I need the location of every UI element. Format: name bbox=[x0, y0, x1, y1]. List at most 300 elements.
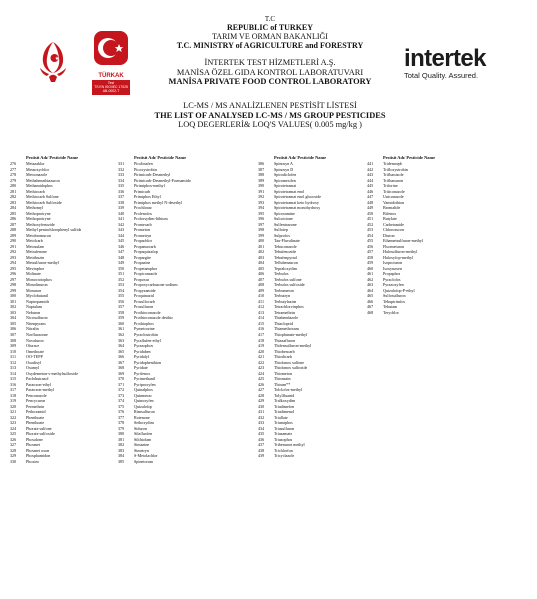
pesticide-number: 319 bbox=[10, 398, 17, 404]
pesticide-name: Phenthoate bbox=[26, 414, 45, 420]
pesticide-number: 435 bbox=[258, 431, 265, 437]
pesticide-name: Triflumizole bbox=[383, 172, 404, 178]
pesticide-number: 318 bbox=[10, 392, 17, 398]
pesticide-name: Triallate bbox=[274, 414, 288, 420]
pesticide-name: Halosulfuron-methyl bbox=[383, 249, 418, 255]
column-header: Pestisit Adı/ Pesticide Name bbox=[274, 155, 327, 160]
pesticide-name: Oxadixyl bbox=[26, 359, 42, 365]
pesticide-name: Uniconazole bbox=[383, 194, 404, 200]
pesticide-number: 414 bbox=[258, 315, 265, 321]
pesticide-name: Phorate sulfone bbox=[26, 425, 52, 431]
pesticide-name: Tebufenozide bbox=[274, 249, 297, 255]
pesticide-number: 335 bbox=[118, 183, 125, 189]
pesticide-number: 328 bbox=[10, 447, 17, 453]
pesticide-name: Pethoxamid bbox=[26, 409, 46, 415]
pesticide-name: Terbutylazine bbox=[274, 298, 297, 304]
pesticide-name: Thiram** bbox=[274, 381, 291, 387]
pesticide-number: 351 bbox=[118, 271, 125, 277]
pesticide-name: Fluometuron bbox=[383, 243, 405, 249]
pesticide-number: 406 bbox=[258, 271, 265, 277]
pesticide-number: 338 bbox=[118, 199, 125, 205]
pesticide-number: 304 bbox=[10, 315, 17, 321]
pesticide-name: Thiometon bbox=[274, 370, 292, 376]
pesticide-name: Sulprofos bbox=[274, 232, 290, 238]
pesticide-name: Propazine bbox=[134, 260, 151, 266]
pesticide-number: 386 bbox=[258, 161, 265, 166]
pesticide-name: Terbumeton bbox=[274, 287, 294, 293]
pesticide-number: 345 bbox=[118, 238, 125, 244]
pesticide-number: 314 bbox=[10, 370, 17, 376]
pesticide-number: 460 bbox=[367, 265, 374, 271]
pesticide-number: 290 bbox=[10, 238, 17, 244]
pesticide-number: 468 bbox=[367, 309, 374, 315]
pesticide-name: Methiocarb Sulfoxide bbox=[26, 199, 62, 205]
pesticide-name: Triflumuron bbox=[383, 177, 404, 183]
pesticide-number: 312 bbox=[10, 359, 17, 365]
turkak-accreditation-logo bbox=[92, 29, 130, 93]
pesticide-number: 371 bbox=[118, 381, 125, 387]
pesticide-name: Prometryn bbox=[134, 232, 152, 238]
pesticide-number: 305 bbox=[10, 320, 17, 326]
pesticide-row bbox=[10, 459, 135, 465]
pesticide-name: Picolinafen bbox=[134, 161, 153, 166]
pesticide-name: Thiofanox sulfoxide bbox=[274, 365, 308, 371]
pesticide-name: Trifloxystrobin bbox=[383, 166, 408, 172]
pesticide-name: Diuron bbox=[383, 232, 395, 238]
pesticide-name: Sethoxydim bbox=[134, 420, 154, 426]
pesticide-number: 330 bbox=[10, 458, 17, 464]
pesticide-number: 438 bbox=[258, 447, 265, 453]
pesticide-name: Thiazafluron bbox=[274, 337, 296, 343]
pesticide-name: Mevinphos bbox=[26, 265, 45, 271]
pesticide-name: Pyraclofos bbox=[383, 276, 401, 282]
pesticide-number: 449 bbox=[367, 205, 374, 211]
pesticide-name: Primiphos Ethyl bbox=[134, 194, 161, 200]
pesticide-name: Pirimicarb-Desmethyl-Formamido bbox=[134, 177, 191, 183]
pesticide-number: 283 bbox=[10, 199, 17, 205]
pesticide-name: Promecarb bbox=[134, 221, 152, 227]
pesticide-name: Omethoate bbox=[26, 348, 44, 354]
pesticide-name: Prothioconazole bbox=[134, 309, 161, 315]
subtitle-line-2: THE LIST OF ANALYSED LC-MS / MS GROUP PESTICIDES bbox=[154, 110, 386, 120]
pesticide-name: Metolcarb bbox=[26, 238, 43, 244]
pesticide-number: 376 bbox=[118, 409, 125, 415]
pesticide-name: Silthiofam bbox=[134, 436, 152, 442]
pesticide-number: 366 bbox=[118, 354, 125, 360]
pesticide-name: Rotenone bbox=[134, 414, 150, 420]
pesticide-number: 429 bbox=[258, 398, 265, 404]
pesticide-name: Permethrin bbox=[26, 403, 45, 409]
intertek-logo bbox=[404, 45, 514, 80]
pesticide-name: Terbufos bbox=[274, 271, 289, 277]
pesticide-number: 426 bbox=[258, 381, 265, 387]
pesticide-number: 459 bbox=[367, 260, 374, 266]
pesticide-name: Tebupirimfos bbox=[383, 298, 405, 304]
pesticide-number: 326 bbox=[10, 436, 17, 442]
pesticide-number: 434 bbox=[258, 425, 265, 431]
pesticide-name: Pyridalyl bbox=[134, 354, 150, 360]
pesticide-number: 410 bbox=[258, 293, 265, 299]
pesticide-number: 375 bbox=[118, 403, 125, 409]
pesticide-name: Quizalofop bbox=[134, 403, 153, 409]
pesticide-name: Pyriproxyfen bbox=[134, 381, 156, 387]
pesticide-name: Primiphos methyl N-desethyl bbox=[134, 199, 183, 205]
pesticide-number: 391 bbox=[258, 188, 265, 194]
pesticide-name: Simetryn bbox=[134, 447, 150, 453]
column-header: Pestisit Adı/ Pesticide Name bbox=[134, 155, 187, 160]
pesticide-name: Spirotetramat enol glucoside bbox=[274, 194, 322, 200]
pesticide-column-3 bbox=[258, 155, 383, 459]
pesticide-name: Sulfotep bbox=[274, 227, 288, 233]
pesticide-row bbox=[118, 459, 243, 465]
pesticide-name: Propachlor bbox=[134, 238, 152, 244]
pesticide-number: 310 bbox=[10, 348, 17, 354]
pesticide-name: Phosalone bbox=[26, 436, 43, 442]
pesticide-number: 302 bbox=[10, 304, 17, 310]
pesticide-number: 300 bbox=[10, 293, 17, 299]
pesticide-name: Tau-Fluvalinate bbox=[274, 238, 300, 244]
pesticide-number: 336 bbox=[118, 188, 125, 194]
pesticide-name: Tridemorph bbox=[383, 161, 403, 166]
pesticide-number: 396 bbox=[258, 216, 265, 222]
pesticide-number: 282 bbox=[10, 194, 17, 200]
pesticide-number: 369 bbox=[118, 370, 125, 376]
pesticide-number: 461 bbox=[367, 271, 374, 277]
pesticide-name: Quinoxyfen bbox=[134, 398, 154, 404]
pesticide-name: Spirodiclofen bbox=[274, 172, 297, 178]
pesticide-name: Methabenzthiazuron bbox=[26, 177, 60, 183]
pesticide-number: 393 bbox=[258, 199, 265, 205]
pesticide-number: 284 bbox=[10, 205, 17, 211]
pesticide-number: 346 bbox=[118, 243, 125, 249]
pesticide-name: Spinosyn A bbox=[274, 161, 293, 166]
pesticide-number: 395 bbox=[258, 210, 265, 216]
pesticide-number: 291 bbox=[10, 243, 17, 249]
pesticide-number: 295 bbox=[10, 265, 17, 271]
pesticide-name: Proquinazid bbox=[134, 293, 154, 299]
pesticide-number: 370 bbox=[118, 376, 125, 382]
pesticide-number: 442 bbox=[367, 166, 374, 172]
pesticide-number: 364 bbox=[118, 343, 125, 349]
pesticide-name: Picoxystrobin bbox=[134, 166, 157, 172]
pesticide-number: 321 bbox=[10, 409, 17, 415]
pesticide-number: 419 bbox=[258, 343, 265, 349]
pesticide-number: 397 bbox=[258, 221, 265, 227]
pesticide-number: 377 bbox=[118, 414, 125, 420]
pesticide-number: 341 bbox=[118, 216, 125, 222]
pesticide-name: Neburon bbox=[26, 309, 41, 315]
pesticide-name: Phosmet bbox=[26, 442, 41, 448]
pesticide-number: 285 bbox=[10, 210, 17, 216]
pesticide-number: 296 bbox=[10, 271, 17, 277]
pesticide-name: Vamidothion bbox=[383, 199, 405, 205]
pesticide-name: Triazamate bbox=[274, 431, 293, 437]
pesticide-number: 350 bbox=[118, 265, 125, 271]
pesticide-name: Isoproturon bbox=[383, 260, 403, 266]
pesticide-number: 437 bbox=[258, 442, 265, 448]
pesticide-name: Methiocarb Sulfone bbox=[26, 194, 59, 200]
pesticide-number: 454 bbox=[367, 232, 374, 238]
pesticide-name: Spinosyn D bbox=[274, 166, 294, 172]
pesticide-name: Triadimefon bbox=[274, 403, 295, 409]
pesticide-name: Nitralin bbox=[26, 326, 39, 332]
pesticide-name: Norflurazone bbox=[26, 331, 48, 337]
pesticide-number: 385 bbox=[118, 458, 125, 464]
pesticide-number: 381 bbox=[118, 436, 125, 442]
pesticide-number: 467 bbox=[367, 304, 374, 310]
pesticide-name: Penconazole bbox=[26, 392, 47, 398]
pesticide-number: 444 bbox=[367, 177, 374, 183]
pesticide-number: 462 bbox=[367, 276, 374, 282]
pesticide-name: Methyl pentachlorophenyl sulfide bbox=[26, 227, 82, 233]
pesticide-number: 347 bbox=[118, 249, 125, 255]
pesticide-name: Propiconazole bbox=[134, 271, 158, 277]
pesticide-number: 320 bbox=[10, 403, 17, 409]
pesticide-number: 352 bbox=[118, 276, 125, 282]
pesticide-name: Propyzamide bbox=[134, 287, 156, 293]
pesticide-name: Paraoxon-ethyl bbox=[26, 381, 52, 387]
pesticide-row bbox=[258, 453, 383, 459]
pesticide-number: 357 bbox=[118, 304, 125, 310]
pesticide-name: Bromalide bbox=[383, 205, 401, 211]
pesticide-number: 362 bbox=[118, 331, 125, 337]
pesticide-name: Pyridate bbox=[134, 365, 148, 371]
pesticide-number: 293 bbox=[10, 254, 17, 260]
pesticide-name: Tepraloxydim bbox=[274, 265, 297, 271]
pesticide-name: Nicosulfuron bbox=[26, 315, 48, 321]
pesticide-name: Thiamethoxam bbox=[274, 326, 299, 332]
pesticide-name: Thiacloprid bbox=[274, 320, 294, 326]
pesticide-name: Terychlor bbox=[383, 309, 399, 315]
pesticide-number: 355 bbox=[118, 293, 125, 299]
pesticide-name: Paraoxon-methyl bbox=[26, 387, 55, 393]
pesticide-number: 373 bbox=[118, 392, 125, 398]
pesticide-number: 363 bbox=[118, 337, 125, 343]
pesticide-number: 279 bbox=[10, 177, 17, 183]
pesticide-number: 315 bbox=[10, 376, 17, 382]
pesticide-number: 286 bbox=[10, 216, 17, 222]
pesticide-number: 439 bbox=[258, 453, 265, 459]
pesticide-name: Thiofanox sulfone bbox=[274, 359, 305, 365]
pesticide-number: 433 bbox=[258, 420, 265, 426]
pesticide-name: Sulfentrazone bbox=[274, 221, 297, 227]
pesticide-name: Phorate sulfoxide bbox=[26, 431, 55, 437]
pesticide-name: Spirotetramat monohydroxy bbox=[274, 205, 321, 211]
pesticide-name: Nitenpyram bbox=[26, 320, 46, 326]
document-header bbox=[135, 15, 405, 87]
pesticide-name: Pyraflufen-ethyl bbox=[134, 337, 161, 343]
pesticide-number: 332 bbox=[118, 166, 125, 172]
pesticide-number: 277 bbox=[10, 166, 17, 172]
turkak-line-1: Test bbox=[107, 81, 115, 85]
pesticide-number: 313 bbox=[10, 365, 17, 371]
pesticide-number: 464 bbox=[367, 287, 374, 293]
pesticide-name: Prosulfuron bbox=[134, 304, 154, 310]
pesticide-number: 372 bbox=[118, 387, 125, 393]
pesticide-name: Thifensulfuron-methyl bbox=[274, 343, 312, 349]
pesticide-name: Tolclofos-methyl bbox=[274, 387, 303, 393]
pesticide-number: 415 bbox=[258, 320, 265, 326]
pesticide-name: Triticonazole bbox=[383, 188, 405, 194]
pesticide-number: 297 bbox=[10, 276, 17, 282]
pesticide-name: Sulfosulfuron bbox=[383, 293, 406, 299]
pesticide-name: Prosulfocarb bbox=[134, 298, 155, 304]
pesticide-number: 401 bbox=[258, 243, 265, 249]
pesticide-column-2 bbox=[118, 155, 243, 464]
pesticide-name: Quinalphos bbox=[134, 387, 153, 393]
pesticide-name: Quinmerac bbox=[134, 392, 153, 398]
pesticide-number: 450 bbox=[367, 210, 374, 216]
pesticide-number: 306 bbox=[10, 326, 17, 332]
pesticide-name: Thiabendazole bbox=[274, 315, 299, 321]
pesticide-name: Phoxim bbox=[26, 458, 39, 464]
pesticide-number: 402 bbox=[258, 249, 265, 255]
pesticide-number: 392 bbox=[258, 194, 265, 200]
pesticide-name: Pyrazoxyfen bbox=[383, 282, 404, 288]
pesticide-number: 416 bbox=[258, 326, 265, 332]
pesticide-name: Oxydemeton-s-methylsulfoxide bbox=[26, 370, 79, 376]
column-header: Pestisit Adı/ Pesticide Name bbox=[26, 155, 79, 160]
pesticide-number: 281 bbox=[10, 188, 17, 194]
pesticide-name: Metribuzin bbox=[26, 254, 45, 260]
pesticide-name: Primicarb bbox=[134, 188, 151, 194]
pesticide-number: 280 bbox=[10, 183, 17, 189]
pesticide-column-1 bbox=[10, 155, 135, 464]
pesticide-number: 413 bbox=[258, 309, 265, 315]
pesticide-number: 424 bbox=[258, 370, 265, 376]
header-lab-tr1: İNTERTEK TEST HİZMETLERİ A.Ş. bbox=[204, 58, 336, 67]
pesticide-number: 428 bbox=[258, 392, 265, 398]
pesticide-number: 333 bbox=[118, 172, 125, 178]
pesticide-number: 407 bbox=[258, 276, 265, 282]
pesticide-number: 380 bbox=[118, 431, 125, 437]
pesticide-number: 441 bbox=[367, 161, 374, 166]
pesticide-number: 451 bbox=[367, 216, 374, 222]
pesticide-number: 463 bbox=[367, 282, 374, 288]
pesticide-name: Propaphos bbox=[383, 271, 401, 277]
pesticide-name: Monolinuron bbox=[26, 282, 48, 288]
pesticide-name: Tebuconazole bbox=[274, 243, 297, 249]
pesticide-number: 311 bbox=[10, 354, 16, 360]
pesticide-number: 303 bbox=[10, 309, 17, 315]
pesticide-name: Pyridaben bbox=[134, 348, 151, 354]
pesticide-name: Spiroxamine bbox=[274, 210, 295, 216]
pesticide-name: Tetrachlorvinphos bbox=[274, 304, 304, 310]
pesticide-name: Methoprotryne bbox=[26, 210, 51, 216]
pesticide-name: Tricyclazole bbox=[274, 453, 295, 459]
pesticide-number: 425 bbox=[258, 376, 265, 382]
pesticide-name: Tebutam bbox=[383, 304, 398, 310]
pesticide-name: Rimsulfuron bbox=[134, 409, 155, 415]
pesticide-number: 294 bbox=[10, 260, 17, 266]
pesticide-name: Butylate bbox=[383, 216, 397, 222]
pesticide-number: 298 bbox=[10, 282, 17, 288]
pesticide-name: Monuron bbox=[26, 287, 42, 293]
pesticide-number: 422 bbox=[258, 359, 265, 365]
pesticide-number: 448 bbox=[367, 199, 374, 205]
header-lab-tr2: MANİSA ÖZEL GIDA KONTROL LABORATUVARI bbox=[176, 67, 364, 77]
pesticide-name: Teflubenzuron bbox=[274, 260, 298, 266]
pesticide-name: Ofurace bbox=[26, 343, 40, 349]
pesticide-name: Metrafenone bbox=[26, 249, 47, 255]
pesticide-number: 323 bbox=[10, 420, 17, 426]
pesticide-number: 417 bbox=[258, 331, 265, 337]
pesticide-name: Thiodicarb bbox=[274, 354, 292, 360]
pesticide-name: OO-TEPP bbox=[26, 354, 43, 360]
pesticide-number: 384 bbox=[118, 453, 125, 459]
pesticide-number: 445 bbox=[367, 183, 374, 189]
pesticide-name: Myclobutanil bbox=[26, 293, 49, 299]
header-ministry-en: T.C. MINISTRY of AGRICULTURE and FORESTRY bbox=[176, 41, 364, 50]
pesticide-name: Propetamphos bbox=[134, 265, 158, 271]
subtitle-line-3: LOQ DEGERLERİ& LOQ'S VALUES( 0.005 mg/kg ) bbox=[178, 120, 362, 129]
pesticide-number: 276 bbox=[10, 161, 17, 166]
pesticide-name: Methiocarb bbox=[26, 188, 45, 194]
pesticide-number: 339 bbox=[118, 205, 125, 211]
pesticide-number: 278 bbox=[10, 172, 17, 178]
pesticide-number: 420 bbox=[258, 348, 265, 354]
pesticide-number: 340 bbox=[118, 210, 125, 216]
pesticide-name: Bifenox bbox=[383, 210, 397, 216]
pesticide-name: Triadimenol bbox=[274, 409, 295, 415]
pesticide-number: 405 bbox=[258, 265, 265, 271]
pesticide-number: 412 bbox=[258, 304, 265, 310]
pesticide-name: Spirotetramat bbox=[274, 183, 297, 189]
pesticide-column-4 bbox=[367, 155, 492, 315]
pesticide-number: 457 bbox=[367, 249, 374, 255]
pesticide-name: Metaoxychlor bbox=[26, 166, 49, 172]
pesticide-number: 367 bbox=[118, 359, 125, 365]
pesticide-number: 327 bbox=[10, 442, 17, 448]
header-lab-en: MANİSA PRIVATE FOOD CONTROL LABORATORY bbox=[168, 77, 372, 86]
pesticide-name: Thiophanate-methyl bbox=[274, 331, 308, 337]
pesticide-name: S-Metolachlor bbox=[134, 453, 158, 459]
pesticide-name: Metosulam bbox=[26, 243, 45, 249]
turkak-line-3: AB-0002-T bbox=[102, 89, 120, 94]
pesticide-name: Propoxycarbazone sodium bbox=[134, 282, 178, 288]
pesticide-name: Paclobutrazol bbox=[26, 376, 49, 382]
pesticide-name: Propargite bbox=[134, 254, 151, 260]
intertek-tagline: Total Quality. Assured. bbox=[404, 71, 479, 80]
pesticide-number: 447 bbox=[367, 194, 374, 200]
pesticide-name: Pencycuron bbox=[26, 398, 46, 404]
document-subtitle bbox=[135, 101, 405, 130]
pesticide-number: 308 bbox=[10, 337, 17, 343]
header-tc: T.C bbox=[264, 15, 276, 23]
intertek-wordmark: intertek bbox=[404, 45, 486, 72]
pesticide-name: Methoxyfenozide bbox=[26, 221, 55, 227]
pesticide-number: 374 bbox=[118, 398, 125, 404]
pesticide-name: Naptalam bbox=[26, 304, 42, 310]
pesticide-name: Haloxyfop-methyl bbox=[383, 254, 414, 260]
subtitle-line-1: LC-MS / MS ANALİZLENEN PESTİSİT LİSTESİ bbox=[183, 101, 357, 110]
pesticide-name: Monocrotophos bbox=[26, 276, 52, 282]
pesticide-name: Carbetamide bbox=[383, 221, 404, 227]
pesticide-name: Pymetrozine bbox=[134, 326, 155, 332]
pesticide-number: 409 bbox=[258, 287, 265, 293]
pesticide-number: 368 bbox=[118, 365, 125, 371]
pesticide-number: 342 bbox=[118, 221, 125, 227]
pesticide-name: Pyraclostrobin bbox=[134, 331, 158, 337]
pesticide-number: 325 bbox=[10, 431, 17, 437]
pesticide-number: 443 bbox=[367, 172, 374, 178]
pesticide-number: 408 bbox=[258, 282, 265, 288]
pesticide-name: Prothiophos bbox=[134, 320, 154, 326]
pesticide-number: 432 bbox=[258, 414, 265, 420]
pesticide-name: Tribenuron methyl bbox=[274, 442, 305, 448]
pesticide-name: Thiobencarb bbox=[274, 348, 295, 354]
pesticide-number: 349 bbox=[118, 260, 125, 266]
